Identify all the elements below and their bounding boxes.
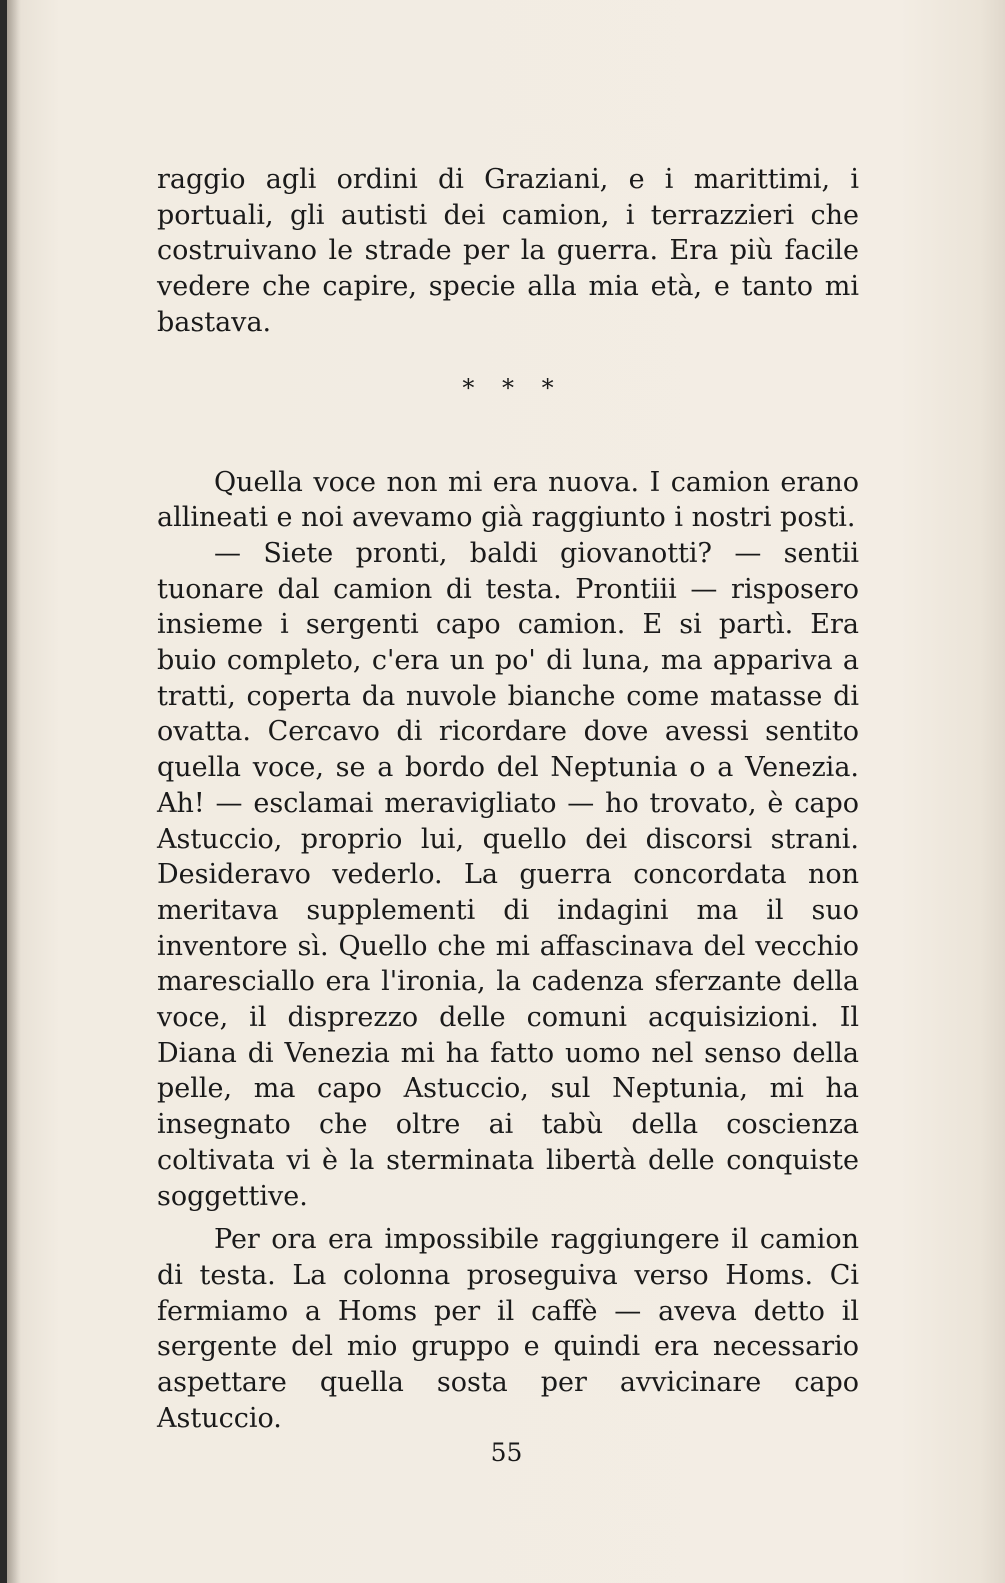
page-body <box>157 162 859 1437</box>
paragraph-per-ora: Per ora era impossibile raggiungere il camion di testa. La colonna proseguiva verso Homs. Ci fermiamo a Homs per il caffè — aveva detto il sergente del mio gruppo e quindi era necessario aspettare quella sosta per avvicinare capo Astuccio. <box>157 1224 859 1434</box>
paragraph-continuation: raggio agli ordini di Graziani, e i marittimi, i portuali, gli autisti dei camion, i terrazzieri che costruivano le strade per la guerra. Era più facile vedere che capire, specie alla mia età, e tanto mi bastava. <box>157 164 859 338</box>
paragraph-quella-voce: Quella voce non mi era nuova. I camion erano allineati e noi avevamo già raggiunto i nostri posti. <box>157 466 859 534</box>
section-break-asterism: * * * <box>462 373 564 402</box>
paragraph-siete-pronti: — Siete pronti, baldi giovanotti? — sentii tuonare dal camion di testa. Prontiii — risposero insieme i sergenti capo camion. E si partì. Era buio completo, c'era un po' di luna, ma appariva a tratti, coperta da nuvole bianche come matasse di ovatta. Cercavo di ricordare dove avessi sentito quella voce, se a bordo del Neptunia o a Venezia. Ah! — esclamai meravigliato — ho trovato, è capo Astuccio, proprio lui, quello dei discorsi strani. Desideravo vederlo. La guerra concordata non meritava supplementi di indagini ma il suo inventore sì. Quello che mi affascinava del vecchio maresciallo era l'ironia, la cadenza sferzante della voce, il disprezzo delle comuni acquisizioni. Il Diana di Venezia mi ha fatto uomo nel senso della pelle, ma capo Astuccio, sul Neptunia, mi ha insegnato che oltre ai tabù della coscienza coltivata vi è la sterminata libertà delle conquiste soggettive. <box>157 537 859 1212</box>
book-spine-edge <box>0 0 7 1583</box>
page-number: 55 <box>490 1438 523 1467</box>
page-number-container <box>0 1438 1005 1467</box>
spine-shadow <box>7 0 21 1583</box>
